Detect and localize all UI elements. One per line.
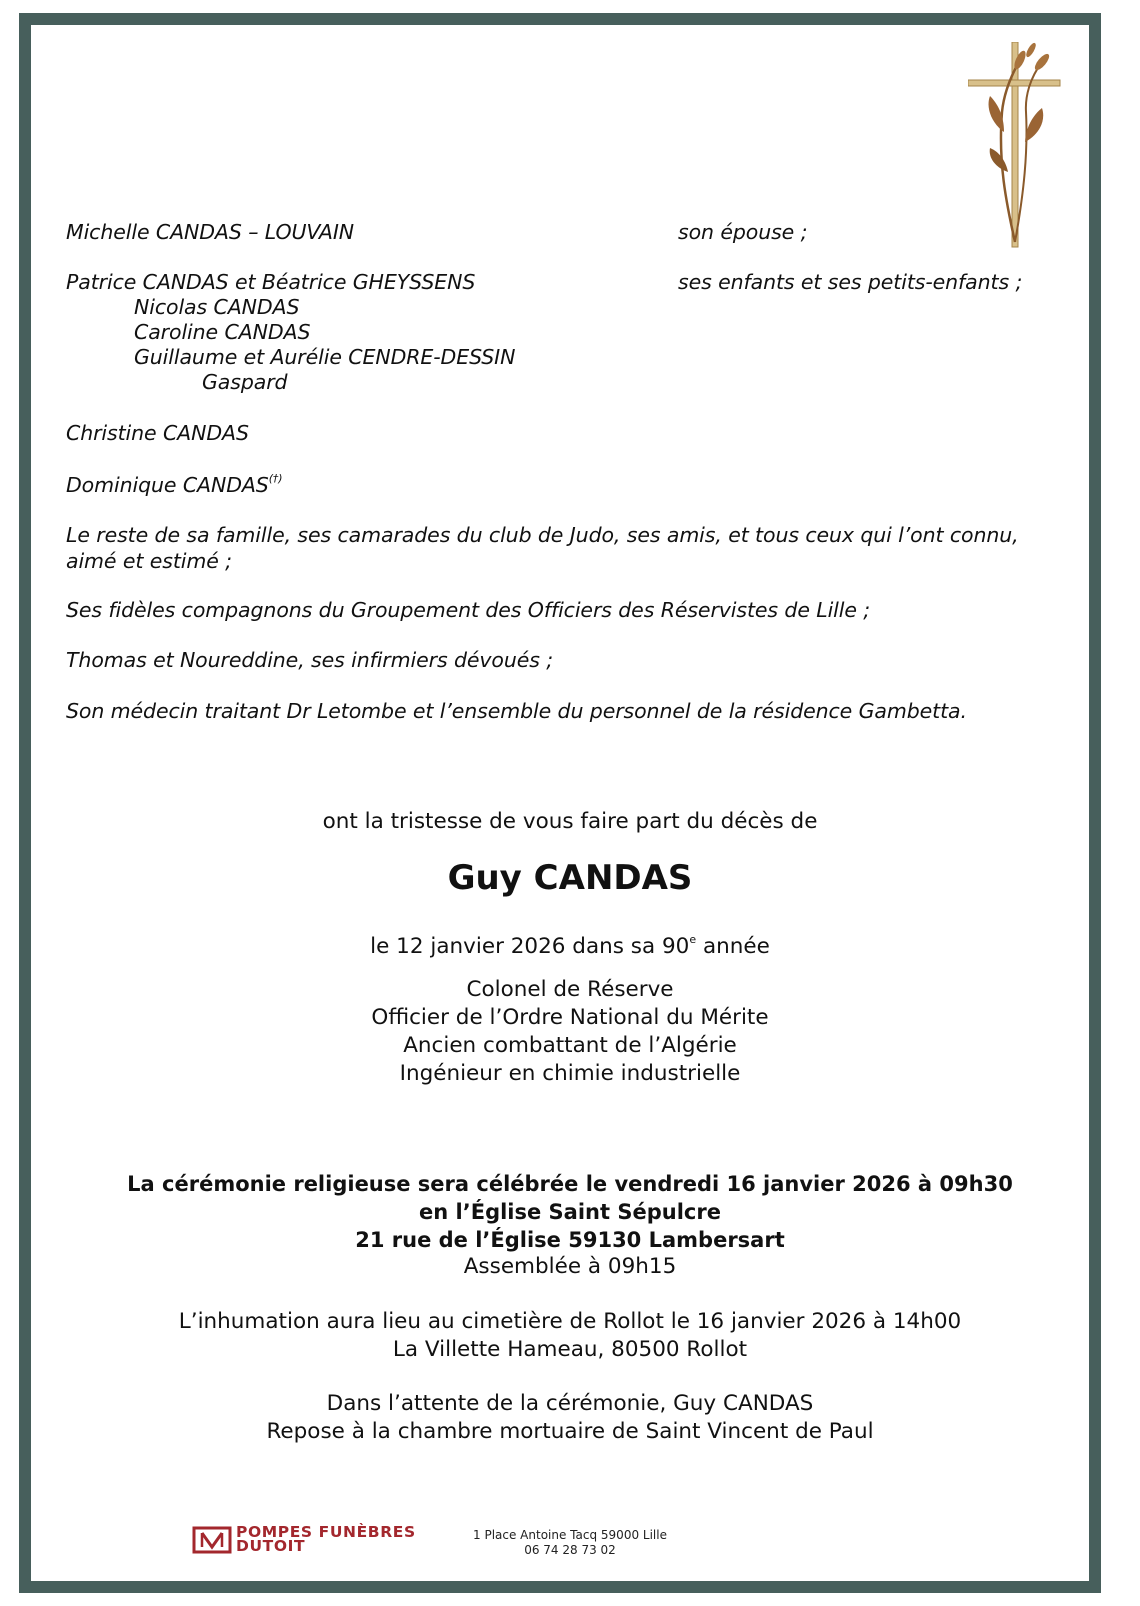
ceremony-line: La cérémonie religieuse sera célébrée le vendredi 16 janvier 2026 à 09h30	[127, 1172, 1013, 1196]
spouse-relation: son épouse ;	[678, 220, 808, 244]
logo-line1: POMPES FUNÈBRES	[236, 1523, 416, 1541]
grandchild-name: Nicolas CANDAS	[134, 295, 300, 319]
grandchild-name: Caroline CANDAS	[134, 320, 311, 344]
burial-line: L’inhumation aura lieu au cimetière de Rollot le 16 janvier 2026 à 14h00	[178, 1309, 962, 1334]
christine-name: Christine CANDAS	[66, 421, 249, 445]
spouse-name: Michelle CANDAS – LOUVAIN	[66, 220, 355, 244]
title-line: Colonel de Réserve	[466, 977, 674, 1002]
repose-line: Dans l’attente de la cérémonie, Guy CANDAS	[326, 1391, 814, 1416]
burial-address: La Villette Hameau, 80500 Rollot	[392, 1337, 748, 1362]
title-line: Ingénieur en chimie industrielle	[399, 1061, 741, 1086]
companions-text: Ses fidèles compagnons du Groupement des Officiers des Réservistes de Lille ;	[66, 598, 871, 622]
death-date: le 12 janvier 2026 dans sa 90e année	[370, 933, 770, 959]
grandchild-name: Guillaume et Aurélie CENDRE-DESSIN	[134, 345, 516, 369]
dominique-name: Dominique CANDAS(†)	[66, 472, 283, 497]
ceremony-address: 21 rue de l’Église 59130 Lambersart	[355, 1228, 785, 1252]
funeral-home-logo	[192, 1525, 442, 1555]
children-name: Patrice CANDAS et Béatrice GHEYSSENS	[66, 270, 476, 294]
ceremony-church: en l’Église Saint Sépulcre	[419, 1200, 721, 1224]
title-line: Ancien combattant de l’Algérie	[403, 1033, 737, 1058]
assembly-time: Assemblée à 09h15	[463, 1254, 677, 1279]
logo-line2: DUTOIT	[236, 1537, 306, 1555]
nurses-text: Thomas et Noureddine, ses infirmiers dévoués ;	[66, 648, 554, 672]
doctor-text: Son médecin traitant Dr Letombe et l’ensemble du personnel de la résidence Gambetta.	[66, 699, 967, 723]
funeral-home-contact	[460, 1528, 680, 1558]
deceased-mark: (†)	[268, 472, 283, 485]
great-grandchild-name: Gaspard	[202, 370, 288, 394]
title-line: Officier de l’Ordre National du Mérite	[371, 1005, 769, 1030]
logo-mark-icon	[192, 1525, 232, 1555]
repose-location: Repose à la chambre mortuaire de Saint Vincent de Paul	[266, 1419, 874, 1444]
rest-family-text: Le reste de sa famille, ses camarades du club de Judo, ses amis, et tous ceux qui l’ont connu, aimé et estimé ;	[66, 523, 1019, 573]
deceased-name: Guy CANDAS	[447, 858, 693, 898]
children-relation: ses enfants et ses petits-enfants ;	[678, 270, 1023, 294]
funeral-home-phone: 06 74 28 73 02	[524, 1543, 616, 1557]
cross-icon	[968, 42, 1068, 252]
funeral-home-address: 1 Place Antoine Tacq 59000 Lille	[473, 1528, 667, 1542]
announcement-intro: ont la tristesse de vous faire part du décès de	[322, 809, 818, 834]
